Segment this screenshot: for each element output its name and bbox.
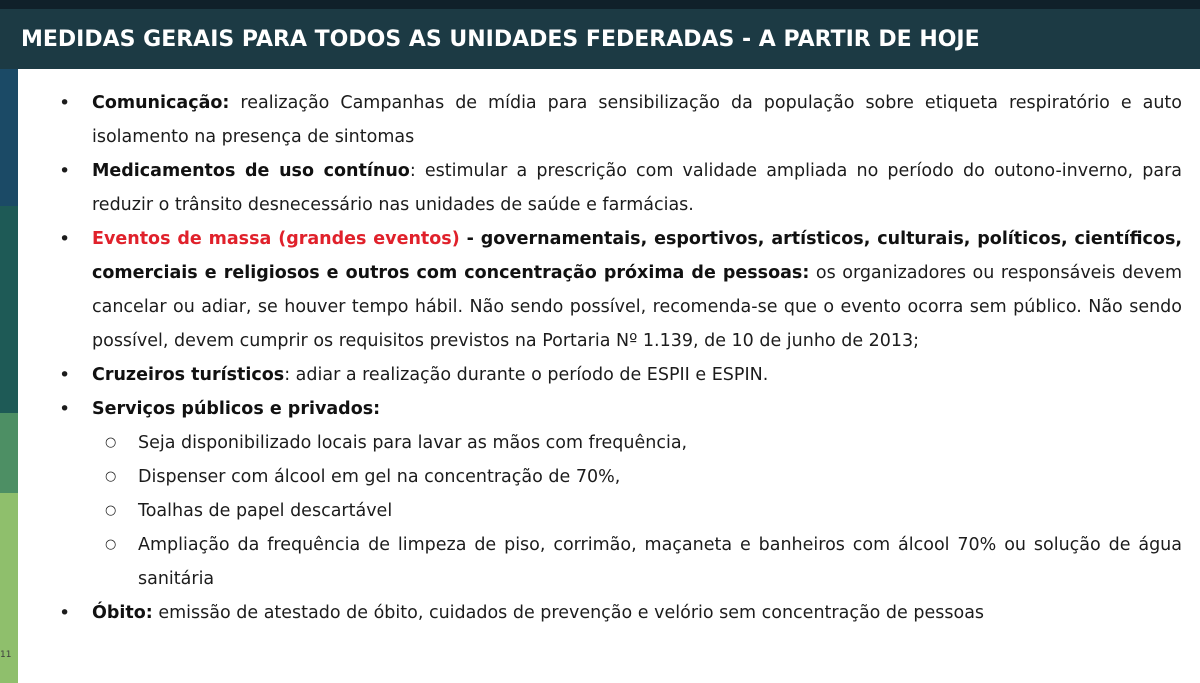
title-bar xyxy=(0,9,1200,69)
item-red-lead: Eventos de massa (grandes eventos) xyxy=(92,229,460,249)
item-lead: Óbito: xyxy=(92,603,153,623)
item-lead: Serviços públicos e privados: xyxy=(92,399,381,419)
list-item-servicos xyxy=(58,392,1182,596)
item-lead: Medicamentos de uso contínuo xyxy=(92,161,410,181)
sub-list-item: ○ Ampliação da frequência de limpeza de piso, corrimão, maçaneta e banheiros com álcool 70% ou solução de água sanitária xyxy=(92,528,1182,596)
item-lead: Cruzeiros turísticos xyxy=(92,365,285,385)
item-lead: Comunicação: xyxy=(92,93,230,113)
list-item-obito xyxy=(58,596,1182,630)
list-item-comunicacao xyxy=(58,86,1182,154)
side-band-teal xyxy=(0,206,18,413)
services-sublist xyxy=(92,426,1182,596)
page-number: 11 xyxy=(0,650,12,660)
top-strip xyxy=(0,0,1200,9)
item-text: : adiar a realização durante o período de ESPII e ESPIN. xyxy=(284,365,769,385)
item-text: os organizadores ou responsáveis devem cancelar ou adiar, se houver tempo hábil. Não sendo possível, recomenda-se que o evento ocorra sem público. Não sendo possível, devem cumprir os requisitos previstos na Portaria Nº 1.139, de 10 de junho de 2013; xyxy=(92,263,1182,351)
sub-list-item: ○ Seja disponibilizado locais para lavar as mãos com frequência, xyxy=(92,426,1182,460)
item-text: emissão de atestado de óbito, cuidados de prevenção e velório sem concentração de pessoas xyxy=(152,603,985,623)
slide-title: MEDIDAS GERAIS PARA TODOS AS UNIDADES FEDERADAS - A PARTIR DE HOJE xyxy=(21,26,980,52)
measures-list xyxy=(58,86,1182,630)
slide-content xyxy=(58,86,1182,630)
item-text: realização Campanhas de mídia para sensibilização da população sobre etiqueta respiratório e auto isolamento na presença de sintomas xyxy=(92,93,1182,147)
side-band-blue xyxy=(0,69,18,206)
item-text: : estimular a prescrição com validade ampliada no período do outono-inverno, para reduzir o trânsito desnecessário nas unidades de saúde e farmácias. xyxy=(92,161,1182,215)
sub-list-item: ○ Toalhas de papel descartável xyxy=(92,494,1182,528)
list-item-eventos-de-massa xyxy=(58,222,1182,358)
sub-list-item: ○ Dispenser com álcool em gel na concentração de 70%, xyxy=(92,460,1182,494)
side-band-green xyxy=(0,413,18,493)
list-item-cruzeiros xyxy=(58,358,1182,392)
list-item-medicamentos xyxy=(58,154,1182,222)
item-lead: - governamentais, esportivos, artísticos, culturais, políticos, científicos, comerciais e religiosos e outros com concentração próxima de pessoas: xyxy=(92,229,1183,283)
